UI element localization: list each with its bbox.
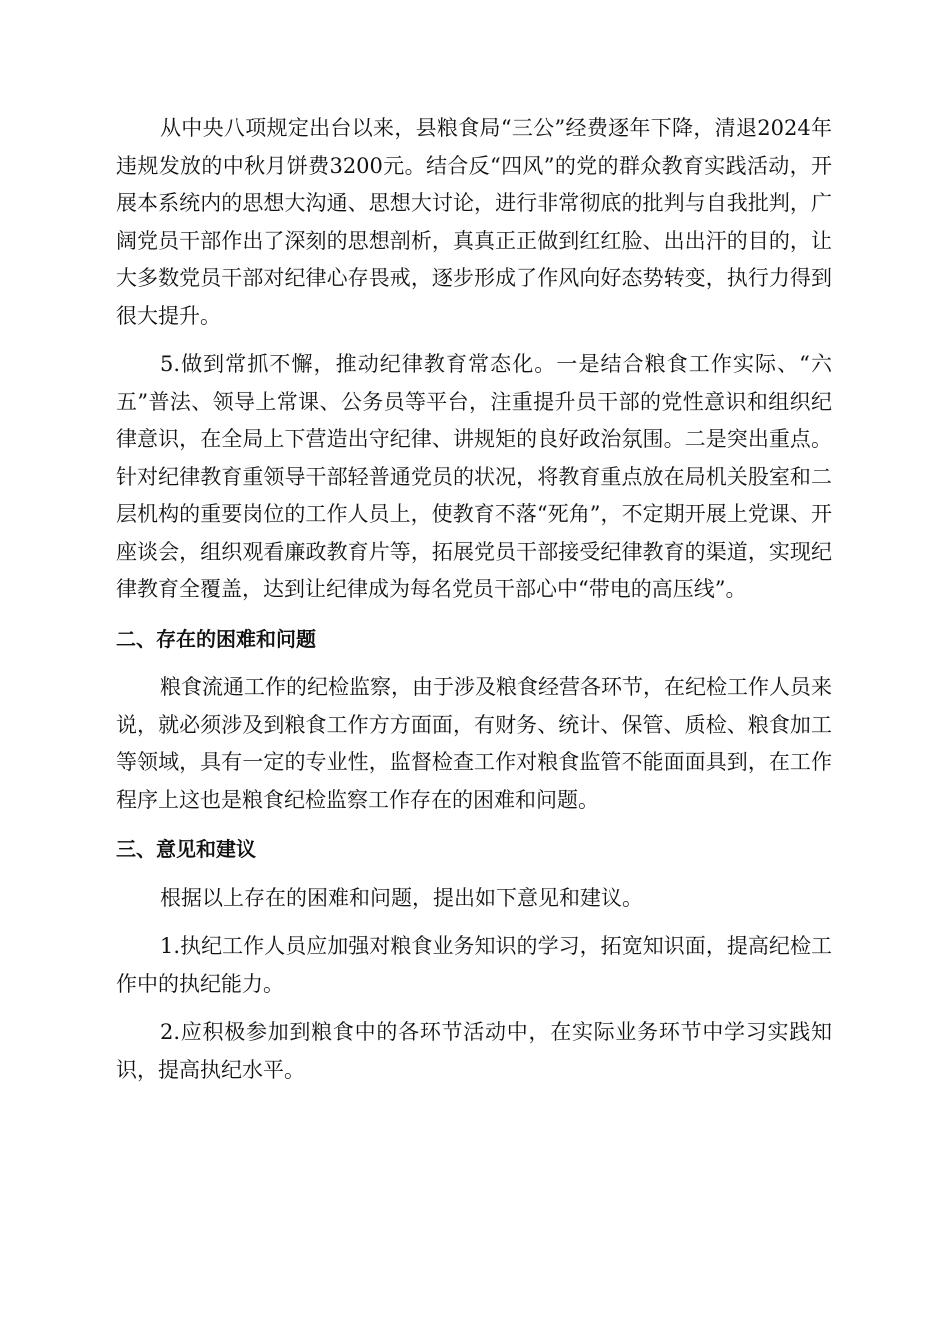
paragraph-gap [116, 917, 832, 928]
paragraph-gap [116, 869, 832, 880]
paragraph-suggestion-2: 2.应积极参加到粮食中的各环节活动中，在实际业务环节中学习实践知识，提高执纪水平。 [116, 1020, 832, 1082]
paragraph-gap [116, 658, 832, 669]
paragraph-eight-rules: 从中央八项规定出台以来，县粮食局“三公”经费逐年下降，清退2024年违规发放的中秋月饼费3200元。结合反“四风”的党的群众教育实践活动，开展本系统内的思想大沟通、思想大讨论，进行非常彻底的批判与自我批判，广阔党员干部作出了深刻的思想剖析，真真正正做到红红脸、出出汗的目的，让大多数党员干部对纪律心存畏戒，逐步形成了作风向好态势转变，执行力得到很大提升。 [116, 116, 832, 328]
paragraph-suggestions-intro: 根据以上存在的困难和问题，提出如下意见和建议。 [160, 885, 643, 910]
paragraph-gap [116, 609, 832, 621]
paragraph-discipline-education: 5.做到常抓不懈，推动纪律教育常态化。一是结合粮食工作实际、“六五”普法、领导上常课、公务员等平台，注重提升员干部的党性意识和组织纪律意识，在全局上下营造出守纪律、讲规矩的良好政治氛围。二是突出重点。针对纪律教育重领导干部轻普通党员的状况，将教育重点放在局机关股室和二层机构的重要岗位的工作人员上，使教育不落“死角”，不定期开展上党课、开座谈会，组织观看廉政教育片等，拓展党员干部接受纪律教育的渠道，实现纪律教育全覆盖，达到让纪律成为每名党员干部心中“带电的高压线”。 [116, 352, 832, 601]
paragraph-suggestion-1: 1.执纪工作人员应加强对粮食业务知识的学习，拓宽知识面，提高纪检工作中的执纪能力。 [116, 934, 832, 996]
section-heading-suggestions: 三、意见和建议 [116, 837, 256, 861]
section-heading-difficulties: 二、存在的困难和问题 [116, 626, 316, 651]
paragraph-gap [116, 819, 832, 831]
paragraph-difficulties: 粮食流通工作的纪检监察，由于涉及粮食经营各环节，在纪检工作人员来说，就必须涉及到粮食工作方方面面，有财务、统计、保管、质检、粮食加工等领域，具有一定的专业性，监督检查工作对粮食监管不能面面具到，在工作程序上这也是粮食纪检监察工作存在的困难和问题。 [116, 675, 832, 812]
paragraph-gap [116, 1003, 832, 1014]
paragraph-gap [116, 335, 832, 346]
document-page [116, 110, 832, 1089]
